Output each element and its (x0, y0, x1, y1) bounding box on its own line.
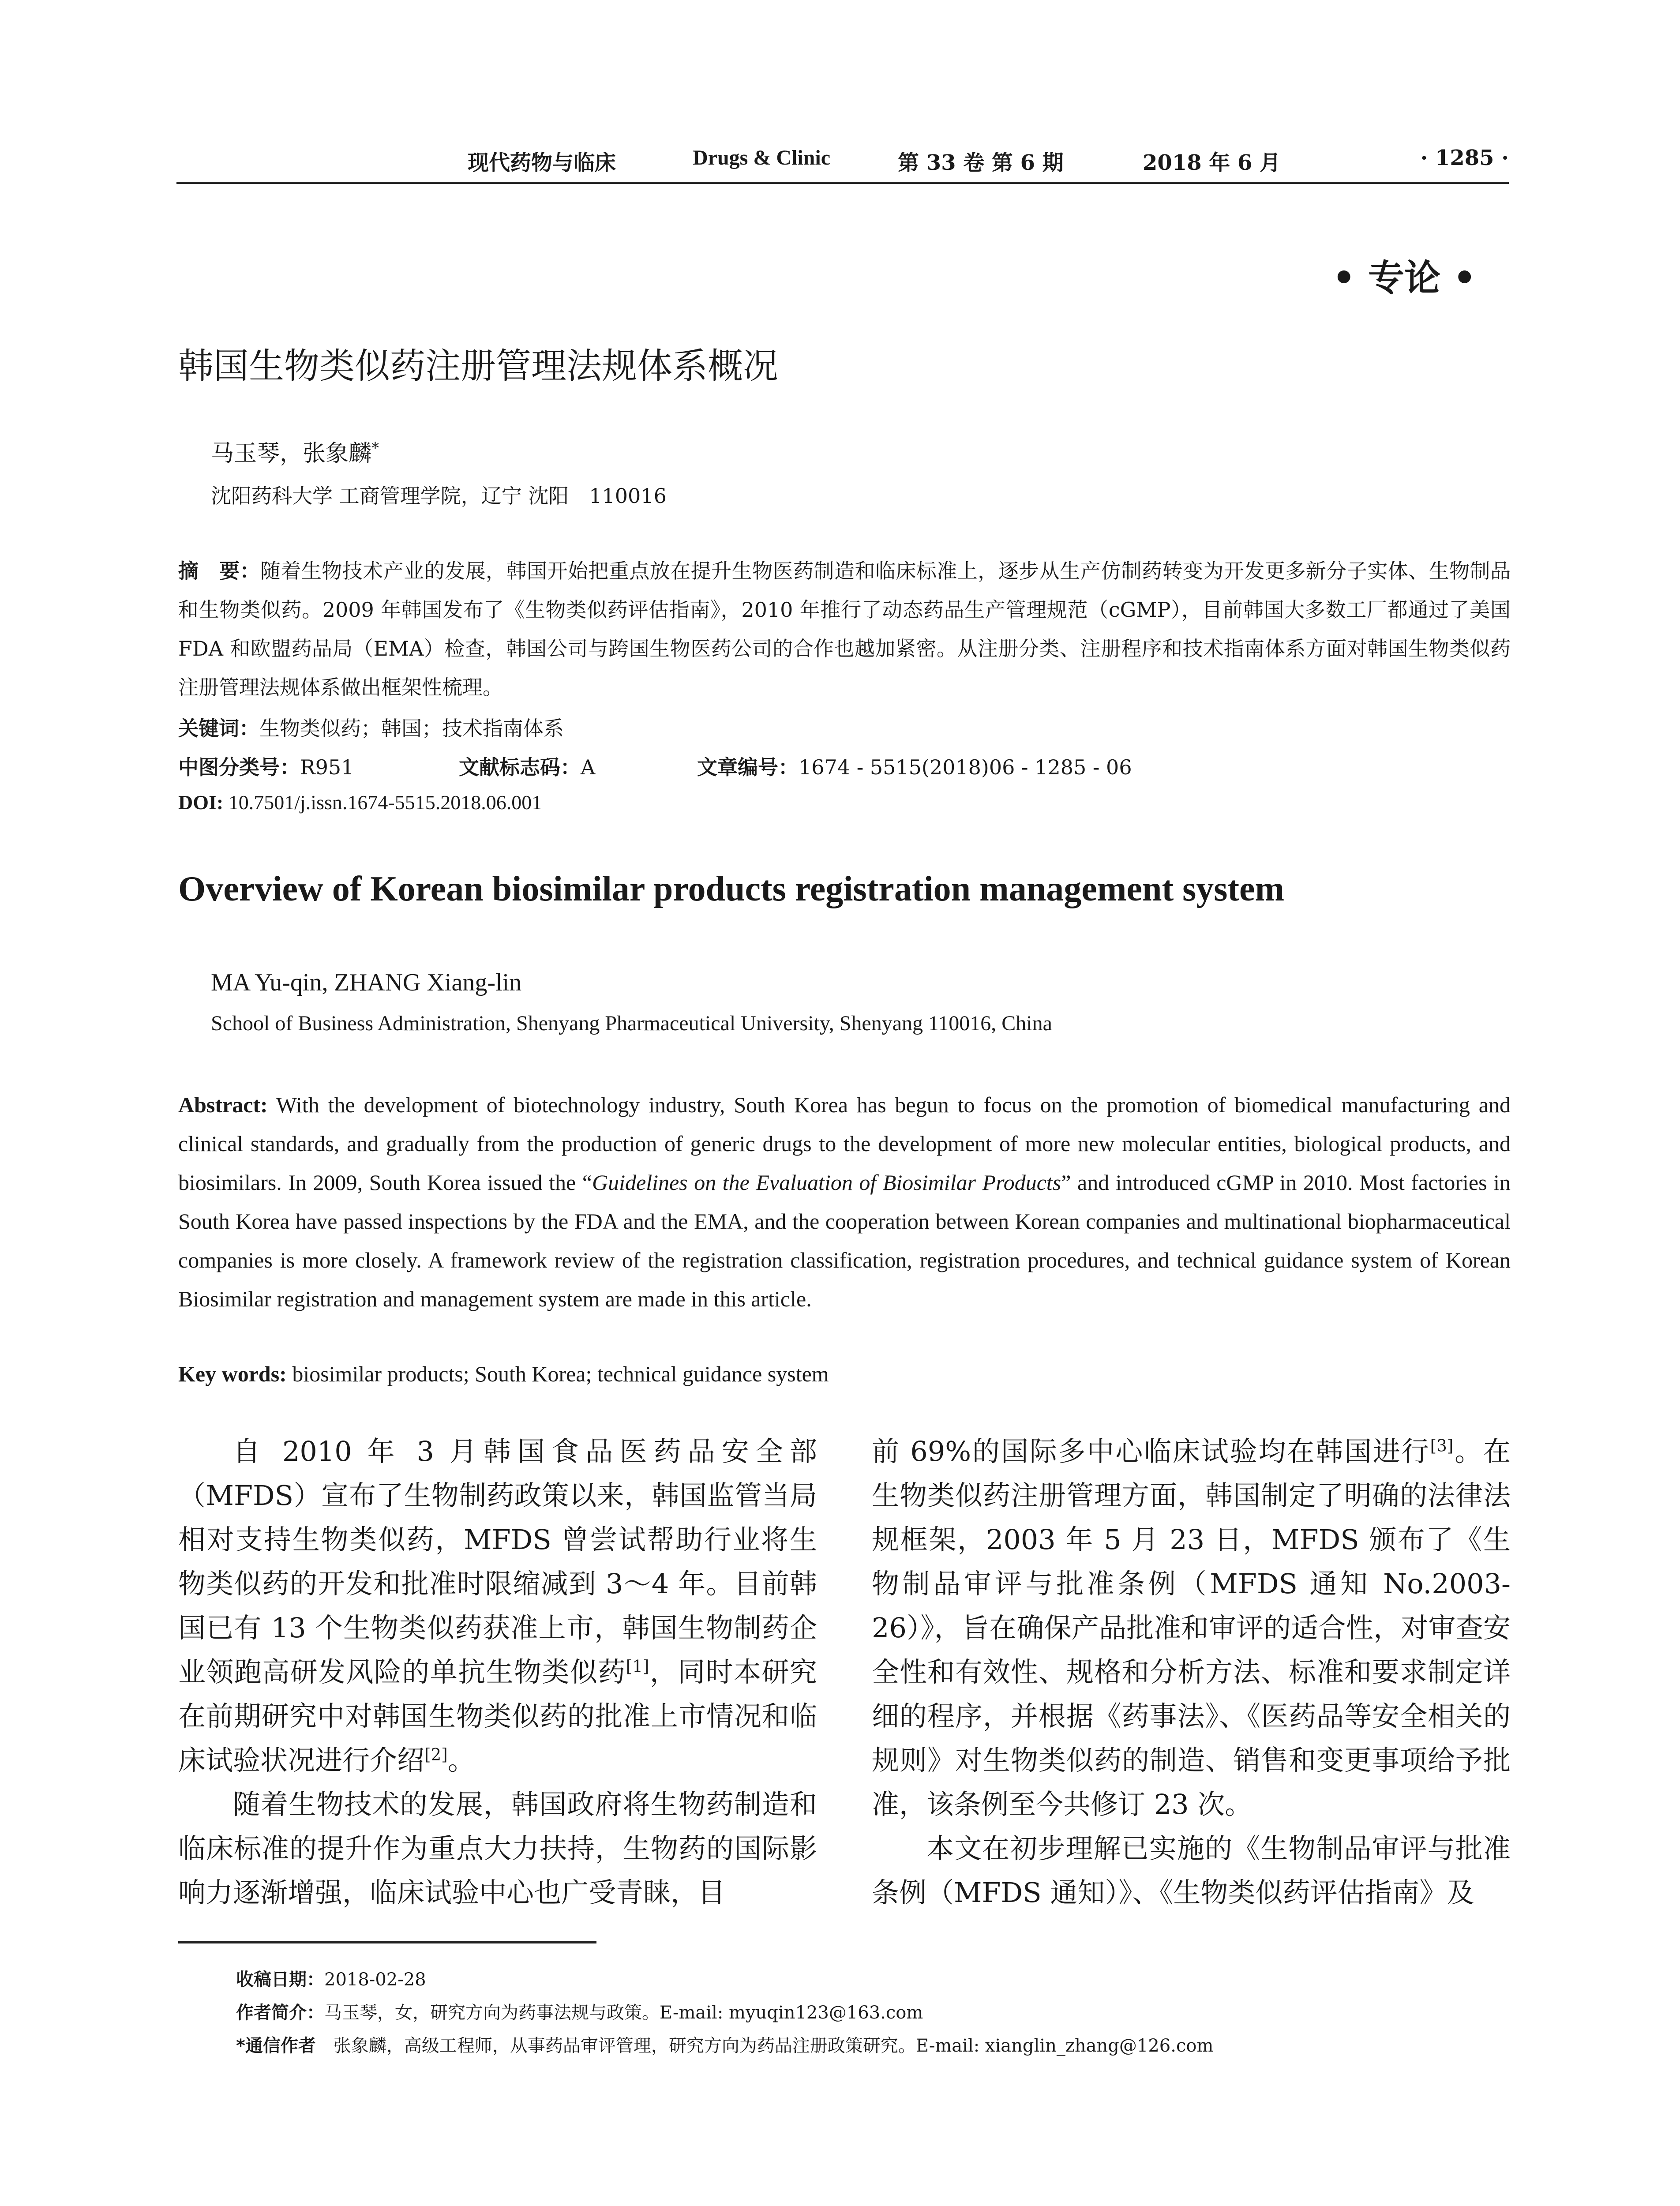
document-code (459, 751, 595, 780)
article-no-value: 1674 - 5515(2018)06 - 1285 - 06 (799, 755, 1132, 779)
article-title-en: Overview of Korean biosimilar products registration management system (178, 870, 1285, 908)
doi-label: DOI: (178, 791, 224, 814)
page-number: · 1285 · (1420, 146, 1509, 170)
body-column-right (872, 1429, 1511, 1915)
paragraph-text: 。 (447, 1744, 475, 1776)
authors-en: MA Yu-qin, ZHANG Xiang-lin (211, 969, 522, 996)
paragraph-text: ，同时本研究在前期研究中对韩国生物类似药的批准上市情况和临床试验状况进行介绍 (178, 1656, 817, 1776)
author-bio-text: 马玉琴，女，研究方向为药事法规与政策。E-mail: myuqin123@163.com (324, 2003, 923, 2023)
abstract-cn-label: 摘 要： (178, 559, 260, 583)
footnote-corresponding-author (236, 2032, 1213, 2057)
reference-link[interactable]: [1] (626, 1656, 649, 1676)
abstract-en-text-a: With the development of biotechnology industry, South Korea has begun to focus on the promotion of biomedical manufacturing and clinical standards, and gradually from the production of generic drugs to the development of more new molecular entities, biological products, and biosimilars. In 2009, South Korea issued the “ (178, 1092, 1511, 1195)
abstract-en-label: Abstract: (178, 1092, 268, 1117)
footnote-author-bio (236, 1999, 923, 2024)
clc-number (178, 751, 354, 780)
article-title-cn: 韩国生物类似药注册管理法规体系概况 (178, 345, 778, 386)
abstract-en (178, 1085, 1511, 1318)
authors-cn (211, 435, 379, 468)
article-number (697, 751, 1132, 780)
received-label: 收稿日期： (236, 1970, 324, 1990)
doc-code-label: 文献标志码： (459, 755, 581, 779)
footnote-received-date (236, 1966, 426, 1991)
reference-link[interactable]: [2] (424, 1745, 448, 1764)
reference-link[interactable]: [3] (1430, 1436, 1454, 1456)
paragraph-text: 。在生物类似药注册管理方面，韩国制定了明确的法律法规框架，2003 年 5 月 23 日，MFDS 颁布了《生物制品审评与批准条例（MFDS 通知 No.2003-26）》，旨在确保产品批准和审评的适合性，对审查安全性和有效性、规格和分析方法、标准和要求制定详细的程序，并根据《药事法》、《医药品等安全相关的规则》对生物类似药的制造、销售和变更事项给予批准，该条例至今共修订 23 次。 (872, 1435, 1511, 1820)
paragraph-text: 自 2010 年 3 月韩国食品医药品安全部（MFDS）宣布了生物制药政策以来，韩国监管当局相对支持生物类似药，MFDS 曾尝试帮助行业将生物类似药的开发和批准时限缩减到 3～4 年。目前韩国已有 13 个生物类似药获准上市，韩国生物制药企业领跑高研发风险的单抗生物类似药 (178, 1435, 817, 1688)
affiliation-en: School of Business Administration, Shenyang Pharmaceutical University, Shenyang 110016, China (211, 1012, 1052, 1035)
article-no-label: 文章编号： (697, 755, 799, 779)
corr-text: 张象麟，高级工程师，从事药品审评管理，研究方向为药品注册政策研究。E-mail: xianglin_zhang@126.com (315, 2036, 1214, 2056)
body-column-left (178, 1429, 817, 1915)
paragraph: 随着生物技术的发展，韩国政府将生物药制造和临床标准的提升作为重点大力扶持，生物药的国际影响力逐渐增强，临床试验中心也广受青睐，目 (178, 1788, 817, 1909)
clc-label: 中图分类号： (178, 755, 300, 779)
paragraph-text: 前 69%的国际多中心临床试验均在韩国进行 (872, 1435, 1430, 1467)
affiliation-cn: 沈阳药科大学 工商管理学院，辽宁 沈阳 110016 (211, 484, 667, 508)
section-label: • 专论 • (1332, 257, 1476, 299)
author-bio-label: 作者简介： (236, 2003, 324, 2023)
author-names-cn: 马玉琴，张象麟 (211, 440, 372, 467)
keywords-en (178, 1361, 829, 1387)
abstract-cn-text: 随着生物技术产业的发展，韩国开始把重点放在提升生物医药制造和临床标准上，逐步从生产仿制药转变为开发更多新分子实体、生物制品和生物类似药。2009 年韩国发布了《生物类似药评估指南》，2010 年推行了动态药品生产管理规范（cGMP），目前韩国大多数工厂都通过了美国 FDA 和欧盟药品局（EMA）检查，韩国公司与跨国生物医药公司的合作也越加紧密。从注册分类、注册程序和技术指南体系方面对韩国生物类似药注册管理法规体系做出框架性梳理。 (178, 559, 1511, 699)
keywords-en-label: Key words: (178, 1362, 287, 1386)
keywords-cn-label: 关键词： (178, 717, 259, 740)
corr-label: *通信作者 (236, 2036, 316, 2056)
doi-link[interactable]: 10.7501/j.issn.1674-5515.2018.06.001 (228, 791, 542, 814)
volume-issue: 第 33 卷 第 6 期 (898, 150, 1064, 175)
clc-value: R951 (300, 755, 354, 779)
journal-name-en: Drugs & Clinic (693, 146, 830, 169)
paragraph: 本文在初步理解已实施的《生物制品审评与批准条例（MFDS 通知）》、《生物类似药评估指南》及 (872, 1832, 1511, 1909)
doi (178, 791, 542, 814)
paragraph (178, 1429, 817, 1782)
running-header (176, 142, 1509, 184)
footnote-divider (178, 1941, 596, 1943)
abstract-cn (178, 552, 1511, 707)
paragraph (872, 1429, 1511, 1827)
keywords-cn-text: 生物类似药；韩国；技术指南体系 (259, 717, 564, 740)
keywords-cn (178, 713, 564, 742)
received-value: 2018-02-28 (324, 1970, 426, 1990)
journal-name-cn: 现代药物与临床 (468, 150, 616, 175)
abstract-en-text-b: ” and introduced cGMP in 2010. Most factories in South Korea have passed inspections by the FDA and the EMA, and the cooperation between Korean companies and multinational biopharmaceutical companies is more closely. A framework review of the registration classification, registration procedures, and technical guidance system of Korean Biosimilar registration and management system are made in this article. (178, 1170, 1511, 1311)
keywords-en-text: biosimilar products; South Korea; technical guidance system (292, 1362, 829, 1386)
issue-date: 2018 年 6 月 (1143, 150, 1281, 175)
doc-code-value: A (581, 755, 596, 779)
corresponding-mark: * (371, 439, 379, 457)
guideline-title: Guidelines on the Evaluation of Biosimilar Products (592, 1170, 1061, 1195)
